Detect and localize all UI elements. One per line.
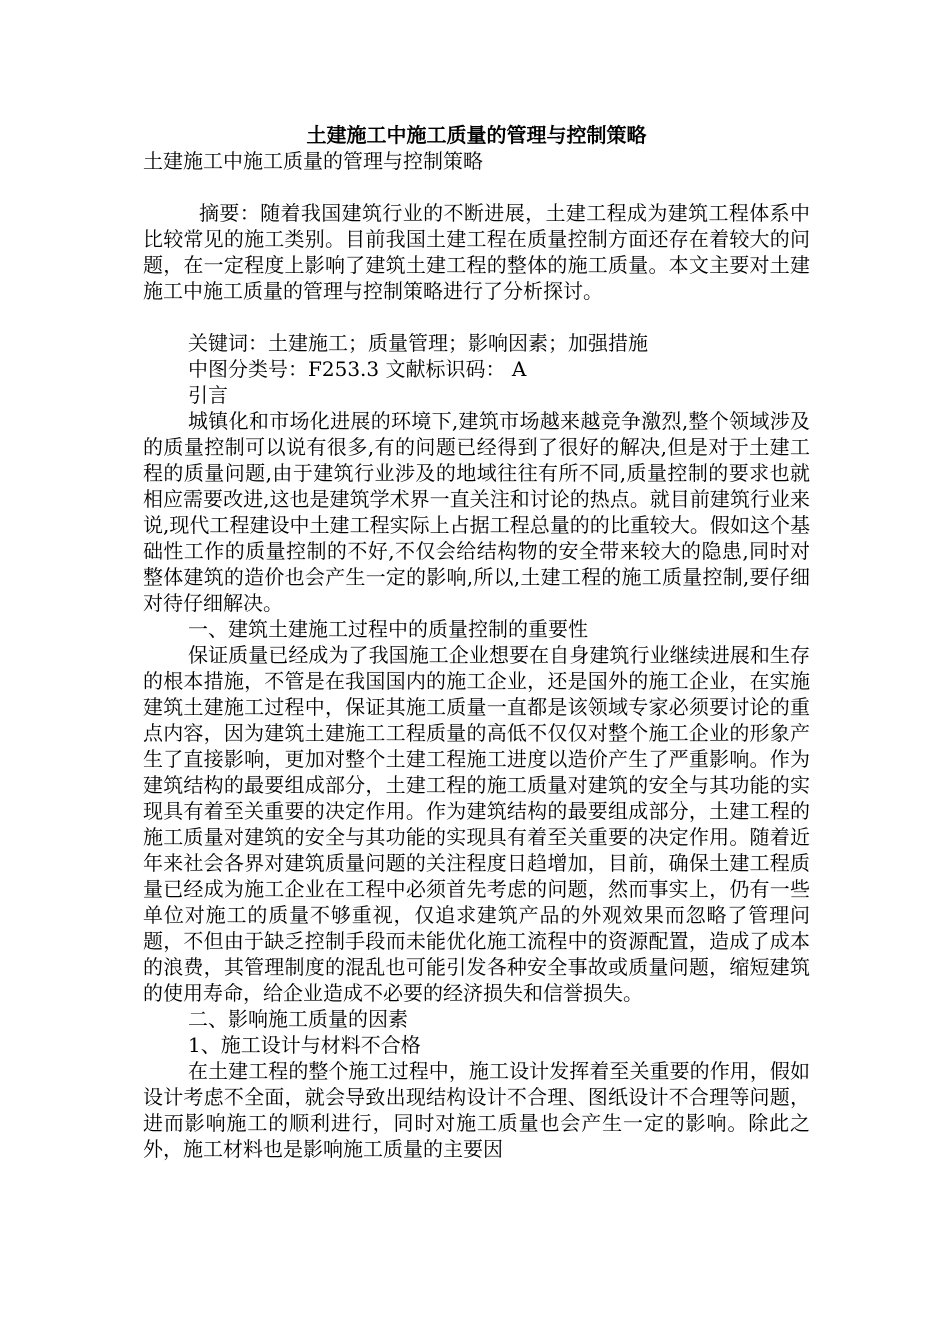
- abstract-paragraph: 摘要：随着我国建筑行业的不断进展，土建工程成为建筑工程体系中比较常见的施工类别。目前我国土建工程在质量控制方面还存在着较大的问题，在一定程度上影响了建筑土建工程的整体的施工质量。本文主要对土建施工中施工质量的管理与控制策略进行了分析探讨。: [143, 201, 810, 303]
- section2-heading: 二、影响施工质量的因素: [188, 1007, 408, 1031]
- section1-paragraph: 保证质量已经成为了我国施工企业想要在自身建筑行业继续进展和生存的根本措施，不管是在我国国内的施工企业，还是国外的施工企业，在实施建筑土建施工过程中，保证其施工质量一直都是该领域专家必须要讨论的重点内容，因为建筑土建施工工程质量的高低不仅仅对整个施工企业的形象产生了直接影响，更加对整个土建工程施工进度以造价产生了严重影响。作为建筑结构的最要组成部分，土建工程的施工质量对建筑的安全与其功能的实现具有着至关重要的决定作用。作为建筑结构的最要组成部分，土建工程的施工质量对建筑的安全与其功能的实现具有着至关重要的决定作用。随着近年来社会各界对建筑质量问题的关注程度日趋增加，目前，确保土建工程质量已经成为施工企业在工程中必须首先考虑的问题，然而事实上，仍有一些单位对施工的质量不够重视，仅追求建筑产品的外观效果而忽略了管理问题，不但由于缺乏控制手段而未能优化施工流程中的资源配置，造成了成本的浪费，其管理制度的混乱也可能引发各种安全事故或质量问题，缩短建筑的使用寿命，给企业造成不必要的经济损失和信誉损失。: [143, 643, 810, 1005]
- document-title: 土建施工中施工质量的管理与控制策略: [306, 123, 647, 147]
- blank-line: [143, 174, 810, 200]
- keywords-line: 关键词：土建施工；质量管理；影响因素；加强措施: [188, 331, 648, 355]
- blank-line: [143, 304, 810, 330]
- intro-heading: 引言: [188, 383, 228, 407]
- subsection1-paragraph: 在土建工程的整个施工过程中，施工设计发挥着至关重要的作用，假如设计考虑不全面，就会导致出现结构设计不合理、图纸设计不合理等问题，进而影响施工的顺利进行，同时对施工质量也会产生一定的影响。除此之外，施工材料也是影响施工质量的主要因: [143, 1059, 810, 1161]
- document-subtitle: 土建施工中施工质量的管理与控制策略: [143, 149, 483, 173]
- document-body: [143, 122, 810, 1162]
- intro-paragraph: 城镇化和市场化进展的环境下,建筑市场越来越竞争激烈,整个领域涉及的质量控制可以说有很多,有的问题已经得到了很好的解决,但是对于土建工程的质量问题,由于建筑行业涉及的地域往往有所不同,质量控制的要求也就相应需要改进,这也是建筑学术界一直关注和讨论的热点。就目前建筑行业来说,现代工程建设中土建工程实际上占据工程总量的的比重较大。假如这个基础性工作的质量控制的不好,不仅会给结构物的安全带来较大的隐患,同时对整体建筑的造价也会产生一定的影响,所以,土建工程的施工质量控制,要仔细对待仔细解决。: [143, 409, 810, 615]
- section1-heading: 一、建筑土建施工过程中的质量控制的重要性: [188, 617, 588, 641]
- subsection1-heading: 1、施工设计与材料不合格: [188, 1033, 421, 1057]
- classification-line: 中图分类号：F253.3 文献标识码： A: [188, 357, 527, 381]
